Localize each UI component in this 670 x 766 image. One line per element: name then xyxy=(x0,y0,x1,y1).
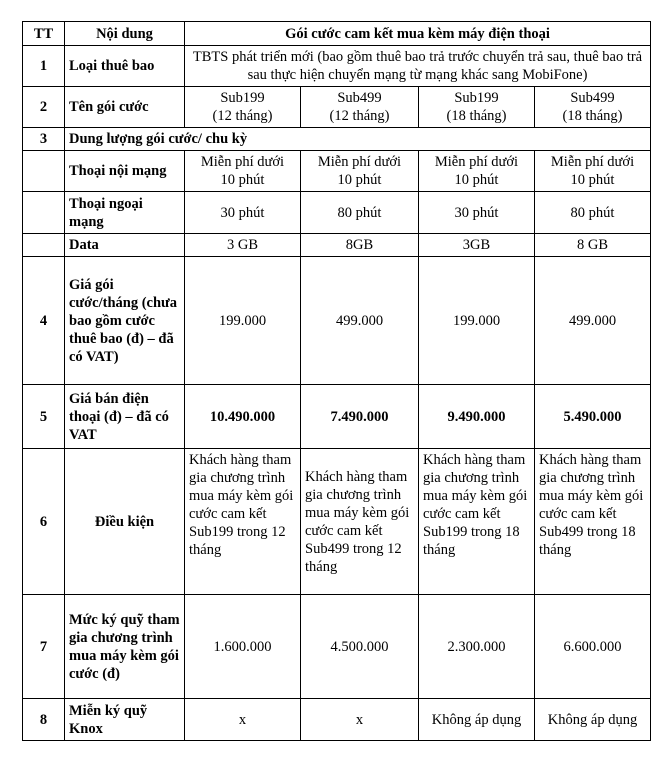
row-3b-value: 80 phút xyxy=(535,192,651,234)
row-5-value: 10.490.000 xyxy=(185,385,301,449)
row-2-value: Sub199 (18 tháng) xyxy=(419,87,535,128)
header-tt: TT xyxy=(23,22,65,46)
row-2-value: Sub499 (18 tháng) xyxy=(535,87,651,128)
row-3a xyxy=(23,151,651,192)
row-2-label: Tên gói cước xyxy=(65,87,185,128)
row-8 xyxy=(23,699,651,741)
row-3b xyxy=(23,192,651,234)
row-1-label: Loại thuê bao xyxy=(65,46,185,87)
row-2-value: Sub199 (12 tháng) xyxy=(185,87,301,128)
row-7-value: 6.600.000 xyxy=(535,595,651,699)
row-8-tt: 8 xyxy=(23,699,65,741)
header-goi-cuoc: Gói cước cam kết mua kèm máy điện thoại xyxy=(185,22,651,46)
row-5-label: Giá bán điện thoại (đ) – đã có VAT xyxy=(65,385,185,449)
row-4 xyxy=(23,257,651,385)
row-3b-value: 30 phút xyxy=(185,192,301,234)
row-3c-value: 3GB xyxy=(419,234,535,257)
row-8-value: Không áp dụng xyxy=(419,699,535,741)
row-5-value: 9.490.000 xyxy=(419,385,535,449)
row-4-value: 499.000 xyxy=(301,257,419,385)
row-3-tt: 3 xyxy=(23,128,65,151)
row-7-tt: 7 xyxy=(23,595,65,699)
row-7 xyxy=(23,595,651,699)
row-8-value: x xyxy=(301,699,419,741)
row-3a-value: Miễn phí dưới 10 phút xyxy=(535,151,651,192)
row-6-label: Điều kiện xyxy=(65,449,185,595)
row-3b-value: 30 phút xyxy=(419,192,535,234)
row-5-value: 7.490.000 xyxy=(301,385,419,449)
row-8-value: x xyxy=(185,699,301,741)
row-2-tt: 2 xyxy=(23,87,65,128)
row-3a-value: Miễn phí dưới 10 phút xyxy=(185,151,301,192)
row-6-value: Khách hàng tham gia chương trình mua máy kèm gói cước cam kết Sub499 trong 12 tháng xyxy=(301,449,419,595)
row-1-tt: 1 xyxy=(23,46,65,87)
row-1 xyxy=(23,46,651,87)
package-table xyxy=(22,21,651,741)
row-3a-value: Miễn phí dưới 10 phút xyxy=(301,151,419,192)
row-3-label: Dung lượng gói cước/ chu kỳ xyxy=(65,128,651,151)
row-4-value: 499.000 xyxy=(535,257,651,385)
row-3b-value: 80 phút xyxy=(301,192,419,234)
row-2-value: Sub499 (12 tháng) xyxy=(301,87,419,128)
row-6-value: Khách hàng tham gia chương trình mua máy kèm gói cước cam kết Sub199 trong 18 tháng xyxy=(419,449,535,595)
row-7-value: 2.300.000 xyxy=(419,595,535,699)
row-3b-label: Thoại ngoại mạng xyxy=(65,192,185,234)
row-4-value: 199.000 xyxy=(185,257,301,385)
row-3c-tt xyxy=(23,234,65,257)
row-8-value: Không áp dụng xyxy=(535,699,651,741)
row-3c-label: Data xyxy=(65,234,185,257)
row-3c-value: 8GB xyxy=(301,234,419,257)
row-3b-tt xyxy=(23,192,65,234)
row-4-label: Giá gói cước/tháng (chưa bao gồm cước thuê bao (đ) – đã có VAT) xyxy=(65,257,185,385)
row-7-label: Mức ký quỹ tham gia chương trình mua máy kèm gói cước (đ) xyxy=(65,595,185,699)
row-3a-label: Thoại nội mạng xyxy=(65,151,185,192)
header-row xyxy=(23,22,651,46)
row-3a-value: Miễn phí dưới 10 phút xyxy=(419,151,535,192)
row-4-value: 199.000 xyxy=(419,257,535,385)
row-5 xyxy=(23,385,651,449)
row-2 xyxy=(23,87,651,128)
row-7-value: 1.600.000 xyxy=(185,595,301,699)
row-4-tt: 4 xyxy=(23,257,65,385)
row-6-value: Khách hàng tham gia chương trình mua máy kèm gói cước cam kết Sub499 trong 18 tháng xyxy=(535,449,651,595)
row-5-value: 5.490.000 xyxy=(535,385,651,449)
row-3a-tt xyxy=(23,151,65,192)
row-6 xyxy=(23,449,651,595)
row-8-label: Miễn ký quỹ Knox xyxy=(65,699,185,741)
header-noi-dung: Nội dung xyxy=(65,22,185,46)
row-5-tt: 5 xyxy=(23,385,65,449)
row-3c xyxy=(23,234,651,257)
row-7-value: 4.500.000 xyxy=(301,595,419,699)
row-6-value: Khách hàng tham gia chương trình mua máy kèm gói cước cam kết Sub199 trong 12 tháng xyxy=(185,449,301,595)
row-3c-value: 3 GB xyxy=(185,234,301,257)
row-3c-value: 8 GB xyxy=(535,234,651,257)
row-1-value: TBTS phát triển mới (bao gồm thuê bao trả trước chuyển trả sau, thuê bao trả sau thực hiện chuyển mạng từ mạng khác sang MobiFone) xyxy=(185,46,651,87)
row-6-tt: 6 xyxy=(23,449,65,595)
row-3 xyxy=(23,128,651,151)
